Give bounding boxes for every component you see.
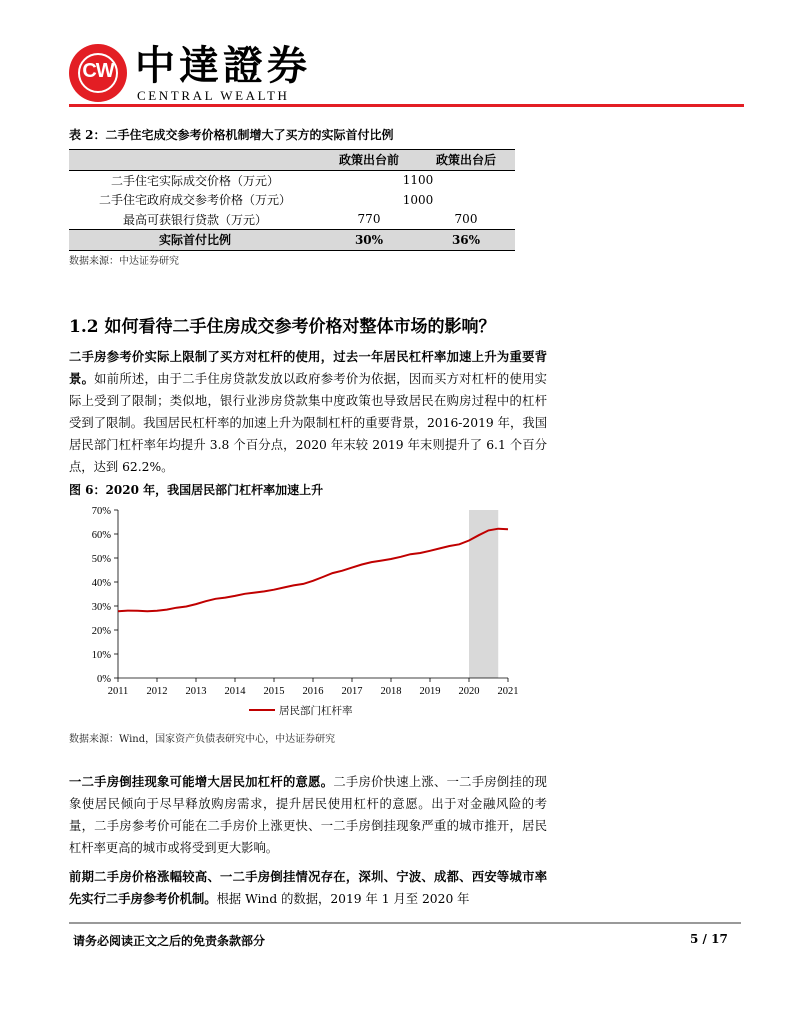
paragraph-body: 二手房价快速上涨、一二手房倒挂的现象使居民倾向于尽早释放购房需求，提升居民使用杠杆的意愿。出于对金融风险的考量，二手房参考价可能在二手房价上涨更快、一二手房倒挂现象严重的城市推开，居民杠杆率更高的城市或将受到更大影响。 — [69, 775, 547, 855]
table-header-cell: 政策出台前 — [321, 150, 417, 171]
figure-source: 数据来源：Wind，国家资产负债表研究中心，中达证券研究 — [69, 734, 336, 745]
table-header-cell — [69, 150, 321, 171]
table-cell: 700 — [454, 212, 478, 227]
table-cell: 1100 — [402, 173, 434, 188]
table-row — [69, 190, 515, 210]
table-title: 表 2：二手住宅成交参考价格机制增大了买方的实际首付比例 — [69, 128, 394, 142]
y-tick-label: 60% — [91, 530, 111, 541]
y-tick-label: 0% — [97, 674, 111, 685]
logo-text: CW — [82, 60, 114, 82]
table-cell: 1000 — [402, 192, 434, 207]
series-line — [118, 529, 508, 612]
company-logo — [69, 44, 127, 102]
figure-title: 图 6：2020 年，我国居民部门杠杆率加速上升 — [69, 483, 324, 497]
x-tick-label: 2014 — [224, 686, 246, 697]
table-header-cell: 政策出台后 — [417, 150, 515, 171]
table-row — [69, 170, 515, 190]
header-divider — [69, 104, 744, 107]
section-heading: 1.2 如何看待二手住房成交参考价格对整体市场的影响？ — [69, 317, 496, 337]
y-tick-label: 10% — [91, 650, 111, 661]
table-total-row — [69, 230, 515, 251]
paragraph-lead: 一二手房倒挂现象可能增大居民加杠杆的意愿。 — [69, 774, 334, 789]
table-source: 数据来源：中达证券研究 — [69, 256, 179, 267]
line-chart — [69, 500, 529, 722]
table-cell: 30% — [321, 230, 417, 251]
x-tick-label: 2021 — [497, 686, 519, 697]
paragraph-lead: 前期二手房价格涨幅较高、一二手房倒挂情况存在，深圳、宁波、成都、西安等城市率先实行二手房参考价机制。 — [69, 869, 547, 906]
paragraph-body: 根据 Wind 的数据，2019 年 1 月至 2020 年 — [216, 892, 470, 906]
y-tick-label: 20% — [91, 626, 111, 637]
y-tick-label: 50% — [91, 554, 111, 565]
row-label: 二手住宅政府成交参考价格（万元） — [98, 193, 291, 208]
brand-name-cn: 中達證券 — [135, 43, 311, 89]
x-tick-label: 2020 — [458, 686, 480, 697]
legend — [249, 704, 353, 717]
paragraph — [69, 771, 547, 859]
x-tick-label: 2017 — [341, 686, 363, 697]
page-number: 5 / 17 — [690, 932, 728, 946]
y-tick-label: 40% — [91, 578, 111, 589]
x-tick-label: 2011 — [107, 686, 129, 697]
highlight-band — [469, 510, 498, 678]
paragraph — [69, 866, 547, 910]
legend-label: 居民部门杠杆率 — [279, 705, 353, 717]
x-tick-label: 2019 — [419, 686, 441, 697]
y-tick-label: 30% — [91, 602, 111, 613]
y-axis — [92, 506, 118, 685]
footer-divider — [69, 922, 741, 924]
table-row — [69, 210, 515, 230]
footer-disclaimer: 请务必阅读正文之后的免责条款部分 — [73, 934, 266, 948]
paragraph-lead: 二手房参考价实际上限制了买方对杠杆的使用，过去一年居民杠杆率加速上升为重要背景。 — [69, 349, 547, 386]
x-axis — [108, 678, 519, 697]
row-label: 二手住宅实际成交价格（万元） — [110, 173, 279, 188]
table-cell: 36% — [417, 230, 515, 251]
x-tick-label: 2012 — [146, 686, 168, 697]
x-tick-label: 2015 — [263, 686, 285, 697]
table-cell: 770 — [357, 212, 381, 227]
x-tick-label: 2018 — [380, 686, 402, 697]
y-tick-label: 70% — [91, 506, 111, 517]
paragraph-body: 如前所述，由于二手住房贷款发放以政府参考价为依据，因而买方对杠杆的使用实际上受到了限制；类似地，银行业涉房贷款集中度政策也导致居民在购房过程中的杠杆受到了限制。我国居民杠杆率的加速上升为限制杠杆的重要背景，2016-2019 年，我国居民部门杠杆率年均提升 3.8 个百分点，2020 年末较 2019 年末则提升了 6.1 个百分点，达到 62.2%。 — [69, 372, 547, 474]
row-label: 实际首付比例 — [69, 230, 321, 251]
data-table — [69, 149, 515, 251]
brand-name-en: CENTRAL WEALTH — [137, 88, 290, 103]
paragraph — [69, 346, 547, 478]
x-tick-label: 2013 — [185, 686, 207, 697]
table-header-row — [69, 150, 515, 171]
x-tick-label: 2016 — [302, 686, 324, 697]
row-label: 最高可获银行贷款（万元） — [122, 212, 267, 227]
